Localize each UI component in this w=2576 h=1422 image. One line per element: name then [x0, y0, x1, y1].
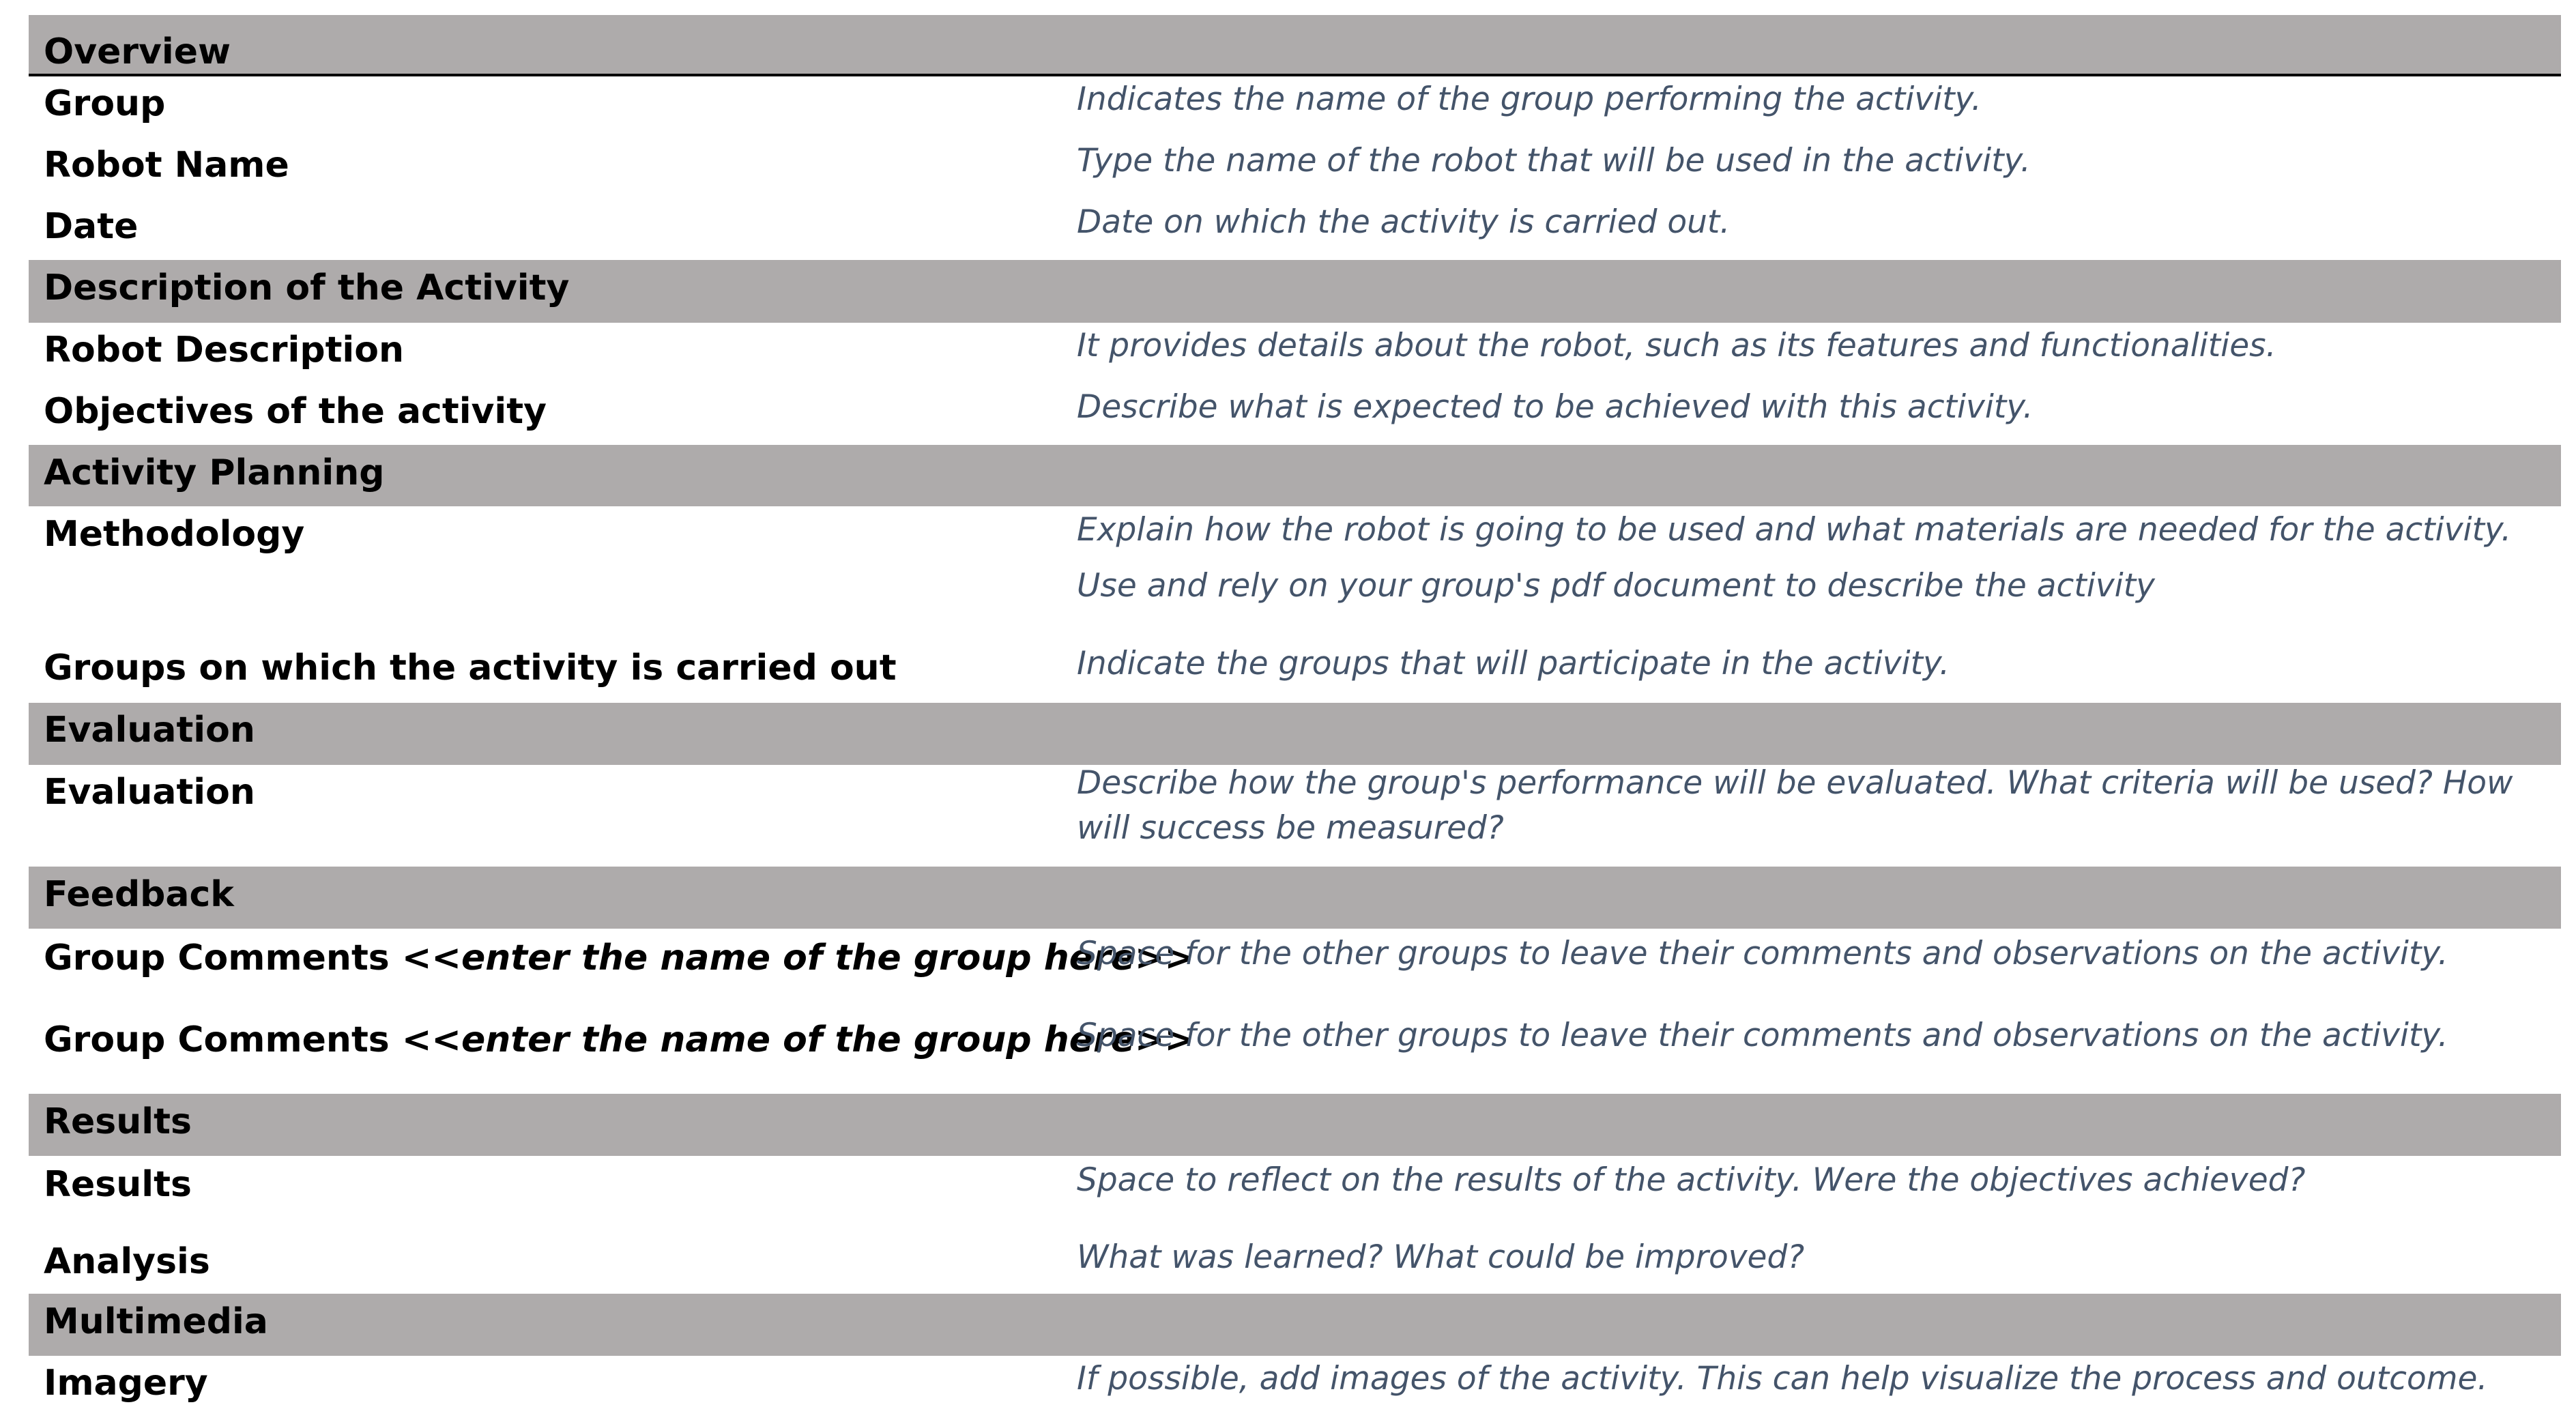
group-name-placeholder[interactable]: <<enter the name of the group here>>	[401, 938, 1195, 978]
field-desc-groups[interactable]: Indicate the groups that will participate in the activity.	[1077, 645, 1950, 682]
group-comments-label-text: Group Comments	[44, 938, 402, 978]
field-label-methodology: Methodology	[44, 514, 305, 555]
field-label-results: Results	[44, 1164, 192, 1205]
field-desc-robot-name[interactable]: Type the name of the robot that will be used in the activity.	[1077, 142, 2031, 179]
field-desc-robot-description[interactable]: It provides details about the robot, such as its features and functionalities.	[1077, 327, 2276, 364]
field-desc-objectives[interactable]: Describe what is expected to be achieved with this activity.	[1077, 388, 2034, 426]
section-title-multimedia: Multimedia	[44, 1301, 268, 1342]
group-name-placeholder[interactable]: <<enter the name of the group here>>	[401, 1019, 1195, 1060]
field-desc-group[interactable]: Indicates the name of the group performing the activity.	[1077, 81, 1982, 118]
section-title-overview: Overview	[44, 31, 231, 72]
field-desc-group-comments-1[interactable]: Space for the other groups to leave their comments and observations on the activity.	[1077, 935, 2448, 972]
field-desc-results[interactable]: Space to reflect on the results of the activity. Were the objectives achieved?	[1077, 1161, 2306, 1199]
section-title-feedback: Feedback	[44, 874, 234, 915]
section-band-feedback	[29, 867, 2561, 929]
section-band-evaluation	[29, 703, 2561, 765]
field-label-imagery: Imagery	[44, 1363, 208, 1404]
section-band-results	[29, 1094, 2561, 1156]
section-band-overview	[29, 15, 2561, 75]
group-comments-label-text: Group Comments	[44, 1019, 402, 1060]
field-note-methodology[interactable]: Use and rely on your group's pdf document to describe the activity	[1077, 567, 2155, 605]
section-title-results: Results	[44, 1101, 192, 1142]
field-label-robot-name: Robot Name	[44, 145, 289, 186]
field-desc-methodology[interactable]: Explain how the robot is going to be used and what materials are needed for the activity.	[1077, 511, 2512, 549]
field-label-analysis: Analysis	[44, 1241, 210, 1282]
field-label-objectives: Objectives of the activity	[44, 391, 547, 432]
field-desc-imagery[interactable]: If possible, add images of the activity. This can help visualize the process and outcome.	[1077, 1360, 2488, 1397]
field-label-group-comments-2	[44, 1019, 1195, 1060]
field-label-group-comments-1	[44, 940, 1194, 976]
section-band-planning	[29, 445, 2561, 506]
overview-underline	[29, 74, 2561, 76]
section-band-multimedia	[29, 1294, 2561, 1356]
field-desc-analysis[interactable]: What was learned? What could be improved?	[1077, 1238, 1805, 1276]
section-title-planning: Activity Planning	[44, 452, 385, 493]
field-label-robot-description: Robot Description	[44, 330, 404, 371]
field-desc-evaluation[interactable]: Describe how the group's performance will be evaluated. What criteria will be used? How will success be measured?	[1077, 764, 2513, 847]
field-label-groups: Groups on which the activity is carried out	[44, 648, 897, 688]
section-title-description: Description of the Activity	[44, 267, 570, 308]
section-title-evaluation: Evaluation	[44, 710, 255, 751]
field-desc-date[interactable]: Date on which the activity is carried out.	[1077, 203, 1731, 241]
field-label-date: Date	[44, 206, 139, 247]
field-desc-group-comments-2[interactable]: Space for the other groups to leave their comments and observations on the activity.	[1077, 1017, 2448, 1054]
field-label-group: Group	[44, 83, 166, 124]
field-label-evaluation: Evaluation	[44, 772, 255, 813]
